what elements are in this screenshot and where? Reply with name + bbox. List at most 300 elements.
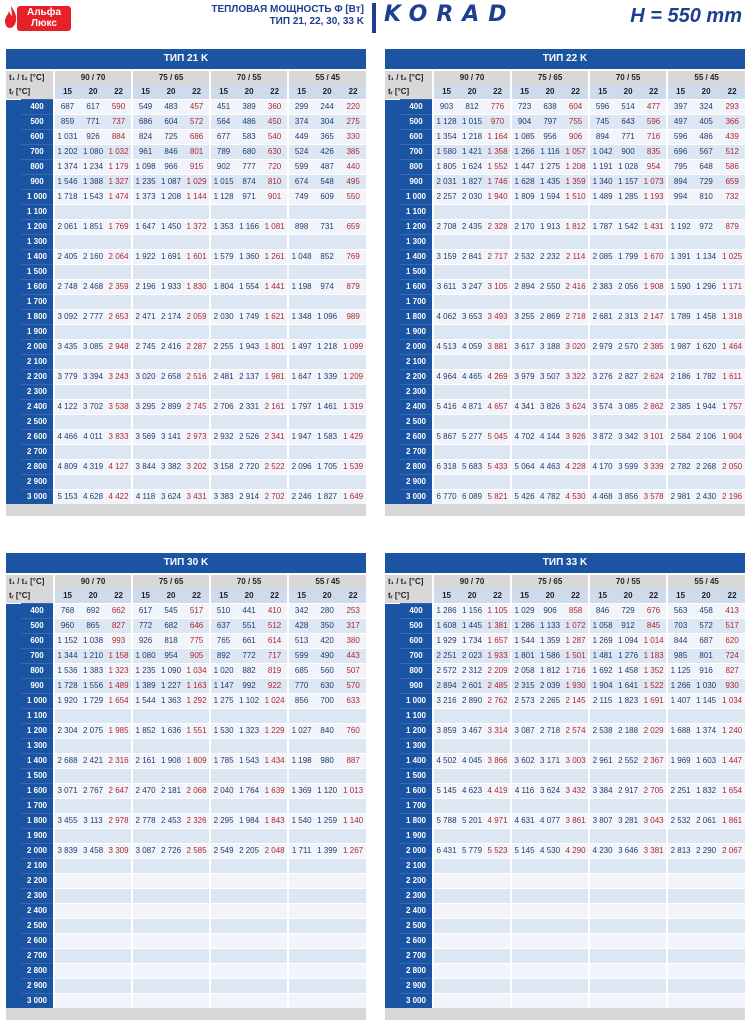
value-cell: 1 799 [615,250,641,265]
length-cell: 500 [21,115,54,130]
value-cell: 1 381 [485,619,511,634]
value-cell [537,979,563,994]
value-cell: 810 [693,190,719,205]
value-cell: 510 [210,604,236,619]
value-cell: 1 157 [615,175,641,190]
value-cell: 1 688 [667,724,693,739]
value-cell [485,964,511,979]
table-row [385,205,745,220]
value-cell [80,295,106,310]
value-cell: 2 718 [537,724,563,739]
value-cell: 586 [719,160,745,175]
value-cell [80,355,106,370]
value-cell: 4 059 [459,340,485,355]
value-cell [433,994,459,1009]
length-cell: 700 [21,145,54,160]
value-cell [54,829,80,844]
value-cell: 2 268 [693,460,719,475]
value-cell: 3 383 [210,490,236,505]
value-cell [184,889,210,904]
value-cell [340,889,366,904]
value-cell: 457 [184,100,210,115]
value-cell: 1 285 [615,190,641,205]
value-cell [433,934,459,949]
room-temp-header: 22 [563,589,589,604]
value-cell [563,475,589,490]
table-row [6,355,366,370]
table-row [385,220,745,235]
length-cell: 400 [400,100,433,115]
value-cell [719,295,745,310]
value-cell [314,979,340,994]
value-cell: 648 [693,160,719,175]
value-cell: 517 [719,619,745,634]
value-cell [433,235,459,250]
value-cell: 1 510 [563,190,589,205]
value-cell: 1 327 [106,175,132,190]
room-temp-header: 15 [54,85,80,100]
value-cell [485,325,511,340]
value-cell: 1 140 [340,814,366,829]
value-cell: 2 470 [132,784,158,799]
value-cell [511,829,537,844]
value-cell: 560 [314,664,340,679]
value-cell: 1 628 [511,175,537,190]
value-cell [262,769,288,784]
value-cell [288,904,314,919]
value-cell [719,325,745,340]
value-cell [615,829,641,844]
value-cell: 4 702 [511,430,537,445]
value-cell [184,904,210,919]
value-cell: 4 463 [537,460,563,475]
value-cell: 1 636 [158,724,184,739]
temp-group-header: 55 / 45 [288,71,366,85]
length-cell: 1 700 [21,295,54,310]
value-cell: 1 152 [54,634,80,649]
value-cell [236,799,262,814]
value-cell [641,919,667,934]
value-cell: 674 [288,175,314,190]
value-cell: 1 434 [262,754,288,769]
value-cell: 1 399 [314,844,340,859]
room-temp-header: 15 [132,85,158,100]
value-cell [80,769,106,784]
value-cell: 720 [262,160,288,175]
value-cell: 1 227 [158,679,184,694]
temp-range-label: t₁ / t₂ [°C] [385,575,433,589]
value-cell [340,709,366,724]
value-cell: 4 419 [485,784,511,799]
value-cell: 797 [537,115,563,130]
value-cell [693,415,719,430]
value-cell [459,475,485,490]
value-cell: 1 930 [563,679,589,694]
value-cell [132,859,158,874]
value-cell [459,445,485,460]
value-cell: 3 342 [615,430,641,445]
value-cell: 2 030 [210,310,236,325]
room-temp-header: 22 [719,85,745,100]
value-cell [314,964,340,979]
value-cell: 1 450 [158,220,184,235]
table-row [385,739,745,754]
value-cell [485,235,511,250]
value-cell [485,415,511,430]
value-cell: 4 971 [485,814,511,829]
value-cell: 1 354 [433,130,459,145]
value-cell: 1 374 [54,160,80,175]
value-cell: 1 192 [667,220,693,235]
table-title: ТИП 21 K [6,49,366,69]
value-cell: 2 869 [537,310,563,325]
value-cell [563,799,589,814]
value-cell: 1 670 [641,250,667,265]
value-cell: 745 [589,115,615,130]
value-cell: 2 161 [132,754,158,769]
length-cell: 900 [400,679,433,694]
room-temp-header: 20 [693,85,719,100]
value-cell: 902 [210,160,236,175]
table-row [385,889,745,904]
value-cell [615,385,641,400]
temp-group-header: 75 / 65 [511,575,589,589]
value-cell: 1 025 [719,250,745,265]
value-cell: 2 188 [615,724,641,739]
value-cell [314,994,340,1009]
table-panel [6,49,366,516]
value-cell: 317 [340,619,366,634]
value-cell [511,859,537,874]
value-cell [615,235,641,250]
value-cell [106,949,132,964]
value-cell [563,295,589,310]
value-cell [719,919,745,934]
length-cell: 1 100 [21,205,54,220]
length-cell: 1 400 [21,754,54,769]
value-cell [537,994,563,1009]
value-cell [641,739,667,754]
value-cell: 450 [262,115,288,130]
value-cell: 350 [314,619,340,634]
value-cell: 3 467 [459,724,485,739]
value-cell [615,205,641,220]
value-cell [184,964,210,979]
table-footer [385,1008,745,1020]
value-cell: 2 917 [615,784,641,799]
value-cell: 1 522 [641,679,667,694]
value-cell [511,799,537,814]
room-temp-header: 20 [537,589,563,604]
value-cell [262,445,288,460]
value-cell: 1 546 [54,175,80,190]
value-cell [54,904,80,919]
value-cell [106,709,132,724]
value-cell [459,769,485,784]
value-cell: 2 383 [589,280,615,295]
value-cell: 2 147 [641,310,667,325]
table-title: ТИП 30 K [6,553,366,573]
table-row [6,340,366,355]
value-cell: 2 748 [54,280,80,295]
value-cell: 2 532 [667,814,693,829]
table-row [6,475,366,490]
room-temp-header: 22 [719,589,745,604]
value-cell: 1 556 [80,679,106,694]
value-cell [210,889,236,904]
temp-group-header: 55 / 45 [288,575,366,589]
table-row [6,190,366,205]
value-cell: 365 [314,130,340,145]
value-cell: 846 [158,145,184,160]
room-temp-header: 15 [210,85,236,100]
value-cell: 3 243 [106,370,132,385]
value-cell [236,325,262,340]
value-cell: 3 381 [641,844,667,859]
value-cell [511,994,537,1009]
value-cell: 1 943 [236,340,262,355]
value-cell [719,859,745,874]
value-cell: 1 081 [262,220,288,235]
room-temp-header: 20 [459,589,485,604]
value-cell [615,295,641,310]
value-cell [340,235,366,250]
temp-group-header: 75 / 65 [132,575,210,589]
value-cell [340,859,366,874]
value-cell: 564 [210,115,236,130]
value-cell [80,979,106,994]
value-cell: 1 920 [54,694,80,709]
value-cell: 3 569 [132,430,158,445]
value-cell: 1 544 [511,634,537,649]
table-row [385,664,745,679]
table-row [6,679,366,694]
value-cell: 1 391 [667,250,693,265]
value-cell [641,709,667,724]
length-cell: 1 400 [21,250,54,265]
value-cell [563,325,589,340]
value-cell [563,919,589,934]
value-cell: 2 572 [433,664,459,679]
value-cell [54,934,80,949]
value-cell: 1 861 [719,814,745,829]
value-cell: 2 115 [589,694,615,709]
value-cell: 772 [236,649,262,664]
value-cell [719,709,745,724]
value-cell: 1 210 [80,649,106,664]
value-cell [184,934,210,949]
value-cell: 2 246 [288,490,314,505]
value-cell [719,949,745,964]
table-row [6,634,366,649]
value-cell: 3 455 [54,814,80,829]
table-row [385,784,745,799]
value-cell [511,979,537,994]
value-cell [236,265,262,280]
table-row [6,889,366,904]
value-cell [719,265,745,280]
value-cell [106,739,132,754]
value-cell: 1 259 [314,814,340,829]
value-cell [236,904,262,919]
value-cell: 549 [132,100,158,115]
value-cell: 776 [485,100,511,115]
value-cell: 540 [262,130,288,145]
value-cell [563,979,589,994]
value-cell [80,415,106,430]
value-cell: 3 158 [210,460,236,475]
value-cell [314,919,340,934]
value-cell [340,979,366,994]
value-cell: 3 872 [589,430,615,445]
value-cell: 2 522 [262,460,288,475]
value-cell [54,769,80,784]
value-cell: 4 319 [80,460,106,475]
value-cell: 3 779 [54,370,80,385]
value-cell [589,979,615,994]
value-cell: 1 269 [589,634,615,649]
value-cell: 3 087 [511,724,537,739]
value-cell [236,934,262,949]
table-row [6,964,366,979]
value-cell [485,829,511,844]
value-cell: 1 171 [719,280,745,295]
value-cell: 1 156 [459,604,485,619]
value-cell [589,829,615,844]
value-cell: 2 061 [693,814,719,829]
table-panel [385,49,745,516]
value-cell [236,445,262,460]
table-row [6,829,366,844]
value-cell: 795 [667,160,693,175]
value-cell [80,889,106,904]
value-cell: 1 208 [158,190,184,205]
value-cell [288,799,314,814]
value-cell [667,769,693,784]
value-cell: 2 096 [288,460,314,475]
length-cell: 2 000 [400,340,433,355]
value-cell: 1 734 [459,634,485,649]
table-row [385,724,745,739]
value-cell [433,919,459,934]
value-cell: 894 [589,130,615,145]
value-cell: 5 145 [433,784,459,799]
value-cell [132,994,158,1009]
value-cell [433,475,459,490]
length-cell: 600 [400,130,433,145]
value-cell: 633 [340,694,366,709]
value-cell: 810 [262,175,288,190]
value-cell [54,205,80,220]
value-cell: 1 057 [563,145,589,160]
length-cell: 2 300 [21,889,54,904]
value-cell: 3 105 [485,280,511,295]
value-cell: 3 431 [184,490,210,505]
length-cell: 1 000 [400,694,433,709]
value-cell [511,295,537,310]
value-cell [288,829,314,844]
value-cell [340,739,366,754]
value-cell: 486 [236,115,262,130]
value-cell: 2 681 [589,310,615,325]
value-cell: 1 501 [563,649,589,664]
value-cell: 374 [288,115,314,130]
value-cell [459,709,485,724]
value-cell [132,355,158,370]
value-cell: 879 [340,280,366,295]
value-cell [459,265,485,280]
value-cell [288,859,314,874]
value-cell [693,325,719,340]
value-cell: 1 474 [106,190,132,205]
value-cell: 2 894 [433,679,459,694]
value-cell: 1 705 [314,460,340,475]
value-cell [158,874,184,889]
value-cell [459,295,485,310]
value-cell [340,829,366,844]
value-cell: 1 166 [236,220,262,235]
value-cell [236,355,262,370]
value-cell [719,874,745,889]
value-cell: 567 [693,145,719,160]
temp-group-header: 90 / 70 [433,71,511,85]
length-axis-label [385,604,400,1009]
length-cell: 1 900 [400,325,433,340]
value-cell: 5 867 [433,430,459,445]
length-cell: 500 [400,115,433,130]
value-cell: 1 843 [262,814,288,829]
value-cell [158,964,184,979]
value-cell [459,919,485,934]
table-row [6,295,366,310]
length-cell: 1 700 [400,799,433,814]
value-cell: 2 174 [158,310,184,325]
value-cell: 1 787 [589,220,615,235]
value-cell [106,919,132,934]
value-cell: 6 431 [433,844,459,859]
value-cell [693,964,719,979]
value-cell [132,904,158,919]
value-cell [537,295,563,310]
value-cell: 2 085 [589,250,615,265]
value-cell: 905 [184,649,210,664]
value-cell [641,994,667,1009]
value-cell: 3 394 [80,370,106,385]
value-cell [132,919,158,934]
value-cell [54,325,80,340]
value-cell: 4 468 [589,490,615,505]
value-cell: 2 059 [184,310,210,325]
room-temp-header: 22 [184,85,210,100]
value-cell: 1 913 [537,220,563,235]
value-cell: 1 158 [106,649,132,664]
value-cell: 604 [158,115,184,130]
value-cell: 2 573 [511,694,537,709]
value-cell [433,415,459,430]
value-cell [459,739,485,754]
value-cell: 4 623 [459,784,485,799]
value-cell: 2 255 [210,340,236,355]
value-cell [615,769,641,784]
value-cell: 2 251 [433,649,459,664]
value-cell: 1 348 [288,310,314,325]
value-cell: 2 932 [210,430,236,445]
height-label: H = 550 mm [630,5,742,27]
value-cell [106,964,132,979]
length-cell: 2 700 [400,949,433,964]
value-cell [184,739,210,754]
length-cell: 500 [400,619,433,634]
